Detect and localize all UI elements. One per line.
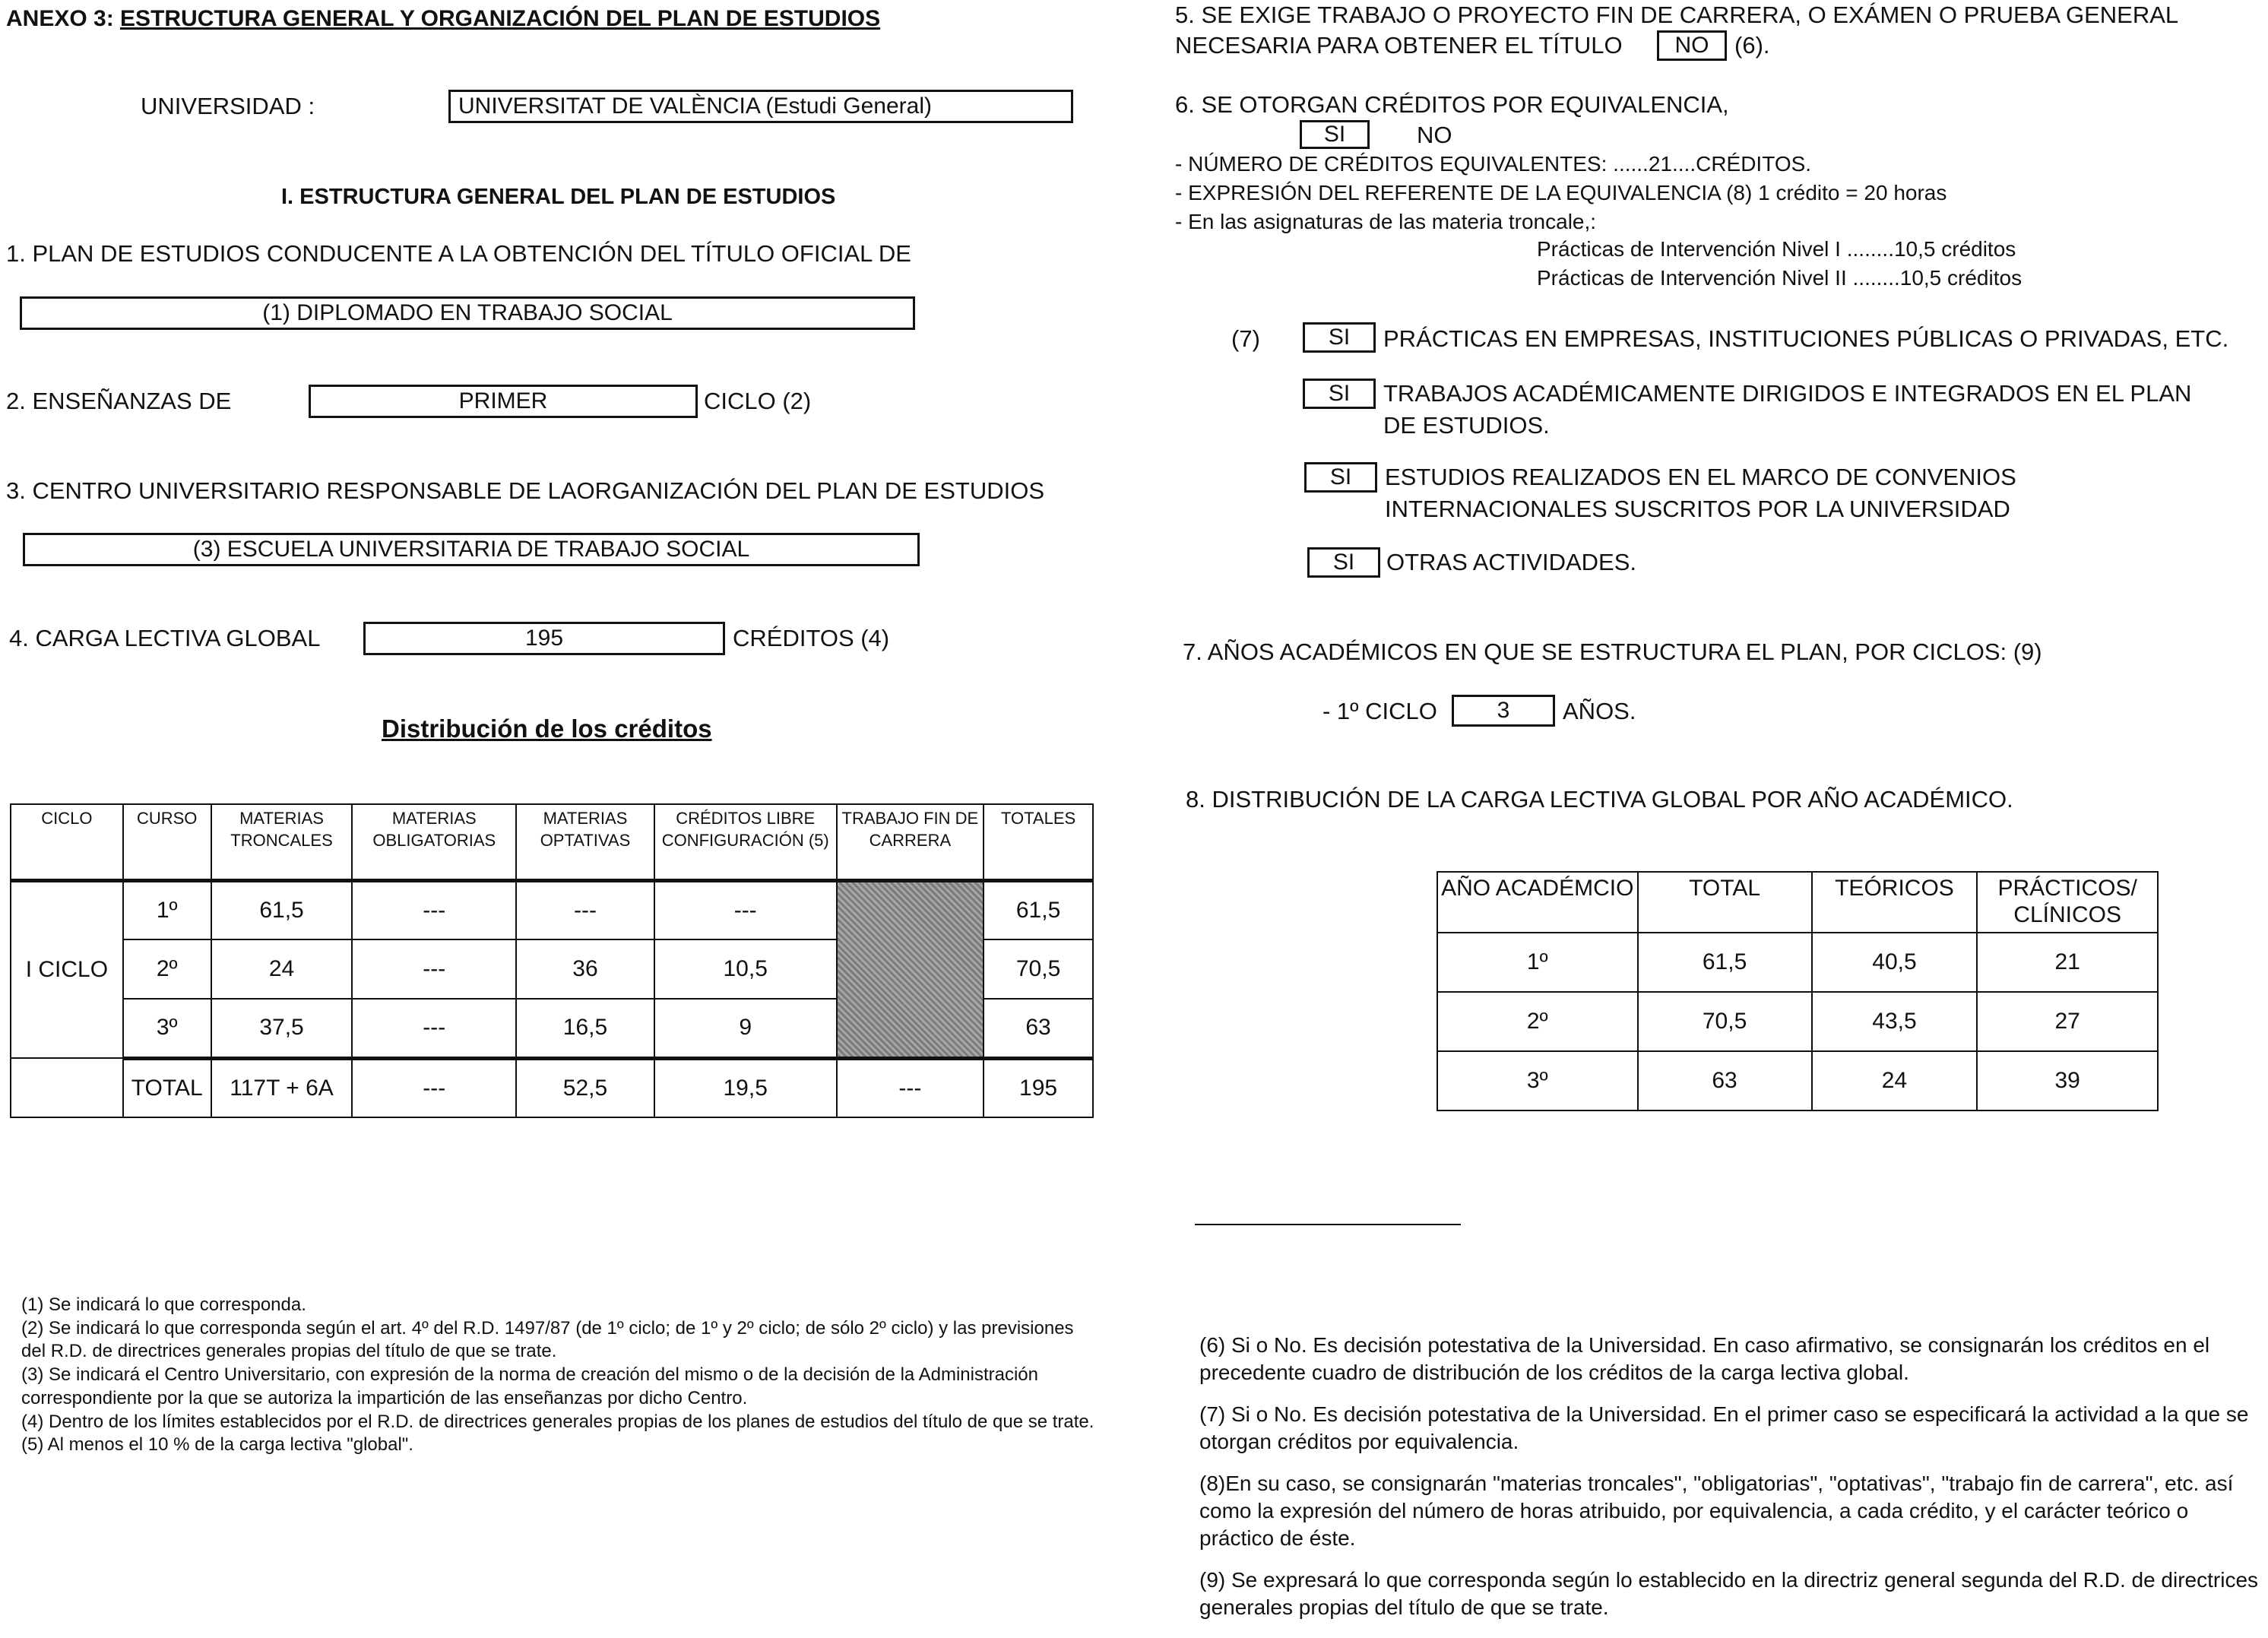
table-cell: 61,5: [1638, 933, 1812, 992]
table-cell: 70,5: [1638, 992, 1812, 1051]
table-cell: 21: [1977, 933, 2158, 992]
item7-label: 7. AÑOS ACADÉMICOS EN QUE SE ESTRUCTURA EL PLAN, POR CICLOS: (9): [1183, 638, 2042, 665]
table-cell: 37,5: [211, 999, 353, 1058]
table-row: [1437, 1051, 2158, 1110]
table-cell: 19,5: [654, 1058, 837, 1117]
table-cell: 1º: [123, 880, 211, 939]
practicas-empresas-label: PRÁCTICAS EN EMPRESAS, INSTITUCIONES PÚBLICAS O PRIVADAS, ETC.: [1383, 325, 2229, 352]
item6-numero: - NÚMERO DE CRÉDITOS EQUIVALENTES: ......21....CRÉDITOS.: [1175, 152, 1812, 176]
item8-label: 8. DISTRIBUCIÓN DE LA CARGA LECTIVA GLOBAL POR AÑO ACADÉMICO.: [1186, 786, 2013, 813]
footnote: (7) Si o No. Es decisión potestativa de la Universidad. En el primer caso se especificará la actividad a la que se otorgan créditos por equivalencia.: [1199, 1402, 2249, 1454]
item3-label: 3. CENTRO UNIVERSITARIO RESPONSABLE DE LAORGANIZACIÓN DEL PLAN DE ESTUDIOS: [6, 477, 1045, 504]
annex-title: ESTRUCTURA GENERAL Y ORGANIZACIÓN DEL PLAN DE ESTUDIOS: [120, 6, 881, 31]
col-header-optativas: MATERIAS OPTATIVAS: [516, 804, 654, 880]
item7-ciclo-label: - 1º CICLO: [1322, 698, 1437, 724]
table-cell: ---: [516, 880, 654, 939]
practicas-empresas-field: SI: [1303, 322, 1376, 353]
item6-asignaturas: - En las asignaturas de las materia troncale,:: [1175, 210, 1597, 233]
footnote: (9) Se expresará lo que corresponda según lo establecido en la directriz general segunda del R.D. de directrices generales propias del título de que se trate.: [1199, 1567, 2259, 1620]
table-cell: 2º: [1437, 992, 1638, 1051]
table-cell: 27: [1977, 992, 2158, 1051]
table-cell: ---: [352, 1058, 516, 1117]
table-cell: 70,5: [984, 939, 1093, 999]
empty-cell: [11, 1058, 123, 1117]
item1-field: (1) DIPLOMADO EN TRABAJO SOCIAL: [20, 296, 915, 330]
item5-line1: 5. SE EXIGE TRABAJO O PROYECTO FIN DE CARRERA, O EXÁMEN O PRUEBA GENERAL: [1175, 2, 2179, 28]
shaded-cell: [837, 880, 984, 1058]
col-header-libre-configuracion: CRÉDITOS LIBRE CONFIGURACIÓN (5): [654, 804, 837, 880]
total-row: [11, 1058, 1093, 1117]
credits-header-row: [11, 804, 1093, 880]
footnote: (8)En su caso, se consignarán "materias troncales", "obligatorias", "optativas", "trabajo fin de carrera", etc. así como la expresión del número de horas atribuido, por equivalencia, a cada crédito, y el carácter teórico o práctico de éste.: [1199, 1471, 2234, 1551]
distribution-title: Distribución de los créditos: [382, 714, 712, 743]
convenios-field: SI: [1304, 462, 1377, 493]
trabajos-academicos-label: TRABAJOS ACADÉMICAMENTE DIRIGIDOS E INTEGRADOS EN EL PLAN: [1383, 380, 2192, 407]
item5-line2: NECESARIA PARA OBTENER EL TÍTULO: [1175, 32, 1623, 59]
footnote: (1) Se indicará lo que corresponda.: [21, 1294, 306, 1315]
table-cell: 61,5: [211, 880, 353, 939]
footnote: (5) Al menos el 10 % de la carga lectiva "global".: [21, 1434, 413, 1456]
otras-actividades-field: SI: [1307, 547, 1380, 578]
equivalence-marker: (7): [1231, 325, 1260, 352]
footnote: (6) Si o No. Es decisión potestativa de la Universidad. En caso afirmativo, se consignarán los créditos en el precedente cuadro de distribución de los créditos de la carga lectiva global.: [1199, 1333, 2210, 1385]
otras-actividades-label: OTRAS ACTIVIDADES.: [1386, 549, 1637, 575]
col-header-ano: AÑO ACADÉMCIO: [1437, 872, 1638, 933]
table-cell: ---: [352, 939, 516, 999]
table-cell: ---: [837, 1058, 984, 1117]
item6-expresion: - EXPRESIÓN DEL REFERENTE DE LA EQUIVALENCIA (8) 1 crédito = 20 horas: [1175, 181, 1947, 204]
universidad-label: UNIVERSIDAD :: [141, 93, 315, 119]
footnote: (2) Se indicará lo que corresponda según el art. 4º del R.D. 1497/87 (de 1º ciclo; de 1º y 2º ciclo; de sólo 2º ciclo) y las previsiones del R.D. de directrices generales propias del título de que se trate.: [21, 1317, 1074, 1362]
table-cell: 43,5: [1812, 992, 1978, 1051]
item7-field: 3: [1452, 695, 1555, 727]
col-header-totales: TOTALES: [984, 804, 1093, 880]
annex-heading: [6, 6, 880, 33]
table-cell: 3º: [1437, 1051, 1638, 1110]
table-cell: ---: [352, 999, 516, 1058]
item4-suffix: CRÉDITOS (4): [733, 625, 890, 651]
table-cell: 24: [1812, 1051, 1978, 1110]
item6-si-field: SI: [1300, 120, 1370, 149]
table-row: [1437, 992, 2158, 1051]
item2-label: 2. ENSEÑANZAS DE: [6, 388, 232, 414]
item1-label: 1. PLAN DE ESTUDIOS CONDUCENTE A LA OBTENCIÓN DEL TÍTULO OFICIAL DE: [6, 240, 911, 267]
table-row: [11, 880, 1093, 939]
table-cell: 24: [211, 939, 353, 999]
table-cell: 61,5: [984, 880, 1093, 939]
item5-suffix: (6).: [1734, 32, 1770, 59]
footnote-separator: [1195, 1224, 1461, 1225]
table-cell: TOTAL: [123, 1058, 211, 1117]
section-title: I. ESTRUCTURA GENERAL DEL PLAN DE ESTUDIOS: [281, 185, 836, 209]
annex-prefix: ANEXO 3:: [6, 6, 114, 31]
year-distribution-table: [1437, 871, 2159, 1111]
credits-table: [10, 803, 1094, 1118]
table-cell: 117T + 6A: [211, 1058, 353, 1117]
table-cell: 36: [516, 939, 654, 999]
footnotes-right: [1199, 1332, 2263, 1622]
footnotes-left: [21, 1294, 1101, 1457]
item7-suffix: AÑOS.: [1563, 698, 1636, 724]
col-header-ciclo: CICLO: [11, 804, 123, 880]
table-cell: ---: [352, 880, 516, 939]
ciclo-cell: I CICLO: [11, 880, 123, 1058]
item6-label: 6. SE OTORGAN CRÉDITOS POR EQUIVALENCIA,: [1175, 91, 1729, 118]
table-cell: 9: [654, 999, 837, 1058]
item6-no: NO: [1417, 122, 1452, 148]
item6-practicas2: Prácticas de Intervención Nivel II ........10,5 créditos: [1537, 266, 2023, 290]
universidad-field: UNIVERSITAT DE VALÈNCIA (Estudi General): [448, 90, 1073, 123]
table-cell: 2º: [123, 939, 211, 999]
item4-field: 195: [363, 622, 725, 655]
table-cell: 52,5: [516, 1058, 654, 1117]
table-cell: 63: [1638, 1051, 1812, 1110]
table-cell: 3º: [123, 999, 211, 1058]
item4-label: 4. CARGA LECTIVA GLOBAL: [9, 625, 321, 651]
item2-suffix: CICLO (2): [704, 388, 812, 414]
table-row: [1437, 933, 2158, 992]
col-header-teoricos: TEÓRICOS: [1812, 872, 1978, 933]
col-header-total: TOTAL: [1638, 872, 1812, 933]
footnote: (4) Dentro de los límites establecidos por el R.D. de directrices generales propias de los planes de estudios del título de que se trate.: [21, 1411, 1094, 1432]
item2-field: PRIMER: [309, 385, 698, 418]
col-header-trabajo-fin: TRABAJO FIN DE CARRERA: [837, 804, 984, 880]
year-header-row: [1437, 872, 2158, 933]
trabajos-academicos-label-2: DE ESTUDIOS.: [1383, 412, 1550, 439]
col-header-obligatorias: MATERIAS OBLIGATORIAS: [352, 804, 516, 880]
footnote: (3) Se indicará el Centro Universitario, con expresión de la norma de creación del mismo o de la decisión de la Administración correspondiente por la que se autoriza la impartición de las enseñanzas por dicho Centro.: [21, 1364, 1038, 1408]
col-header-curso: CURSO: [123, 804, 211, 880]
trabajos-academicos-field: SI: [1303, 379, 1376, 409]
table-cell: 63: [984, 999, 1093, 1058]
convenios-label: ESTUDIOS REALIZADOS EN EL MARCO DE CONVENIOS: [1385, 464, 2016, 490]
item6-practicas1: Prácticas de Intervención Nivel I ........10,5 créditos: [1537, 237, 2016, 261]
item3-field: (3) ESCUELA UNIVERSITARIA DE TRABAJO SOCIAL: [23, 533, 920, 566]
table-cell: 195: [984, 1058, 1093, 1117]
convenios-label-2: INTERNACIONALES SUSCRITOS POR LA UNIVERSIDAD: [1385, 496, 2010, 522]
table-cell: 40,5: [1812, 933, 1978, 992]
col-header-practicos: PRÁCTICOS/ CLÍNICOS: [1977, 872, 2158, 933]
table-cell: 16,5: [516, 999, 654, 1058]
col-header-troncales: MATERIAS TRONCALES: [211, 804, 353, 880]
table-cell: 10,5: [654, 939, 837, 999]
table-cell: 39: [1977, 1051, 2158, 1110]
item5-field: NO: [1657, 30, 1727, 61]
table-cell: ---: [654, 880, 837, 939]
table-cell: 1º: [1437, 933, 1638, 992]
